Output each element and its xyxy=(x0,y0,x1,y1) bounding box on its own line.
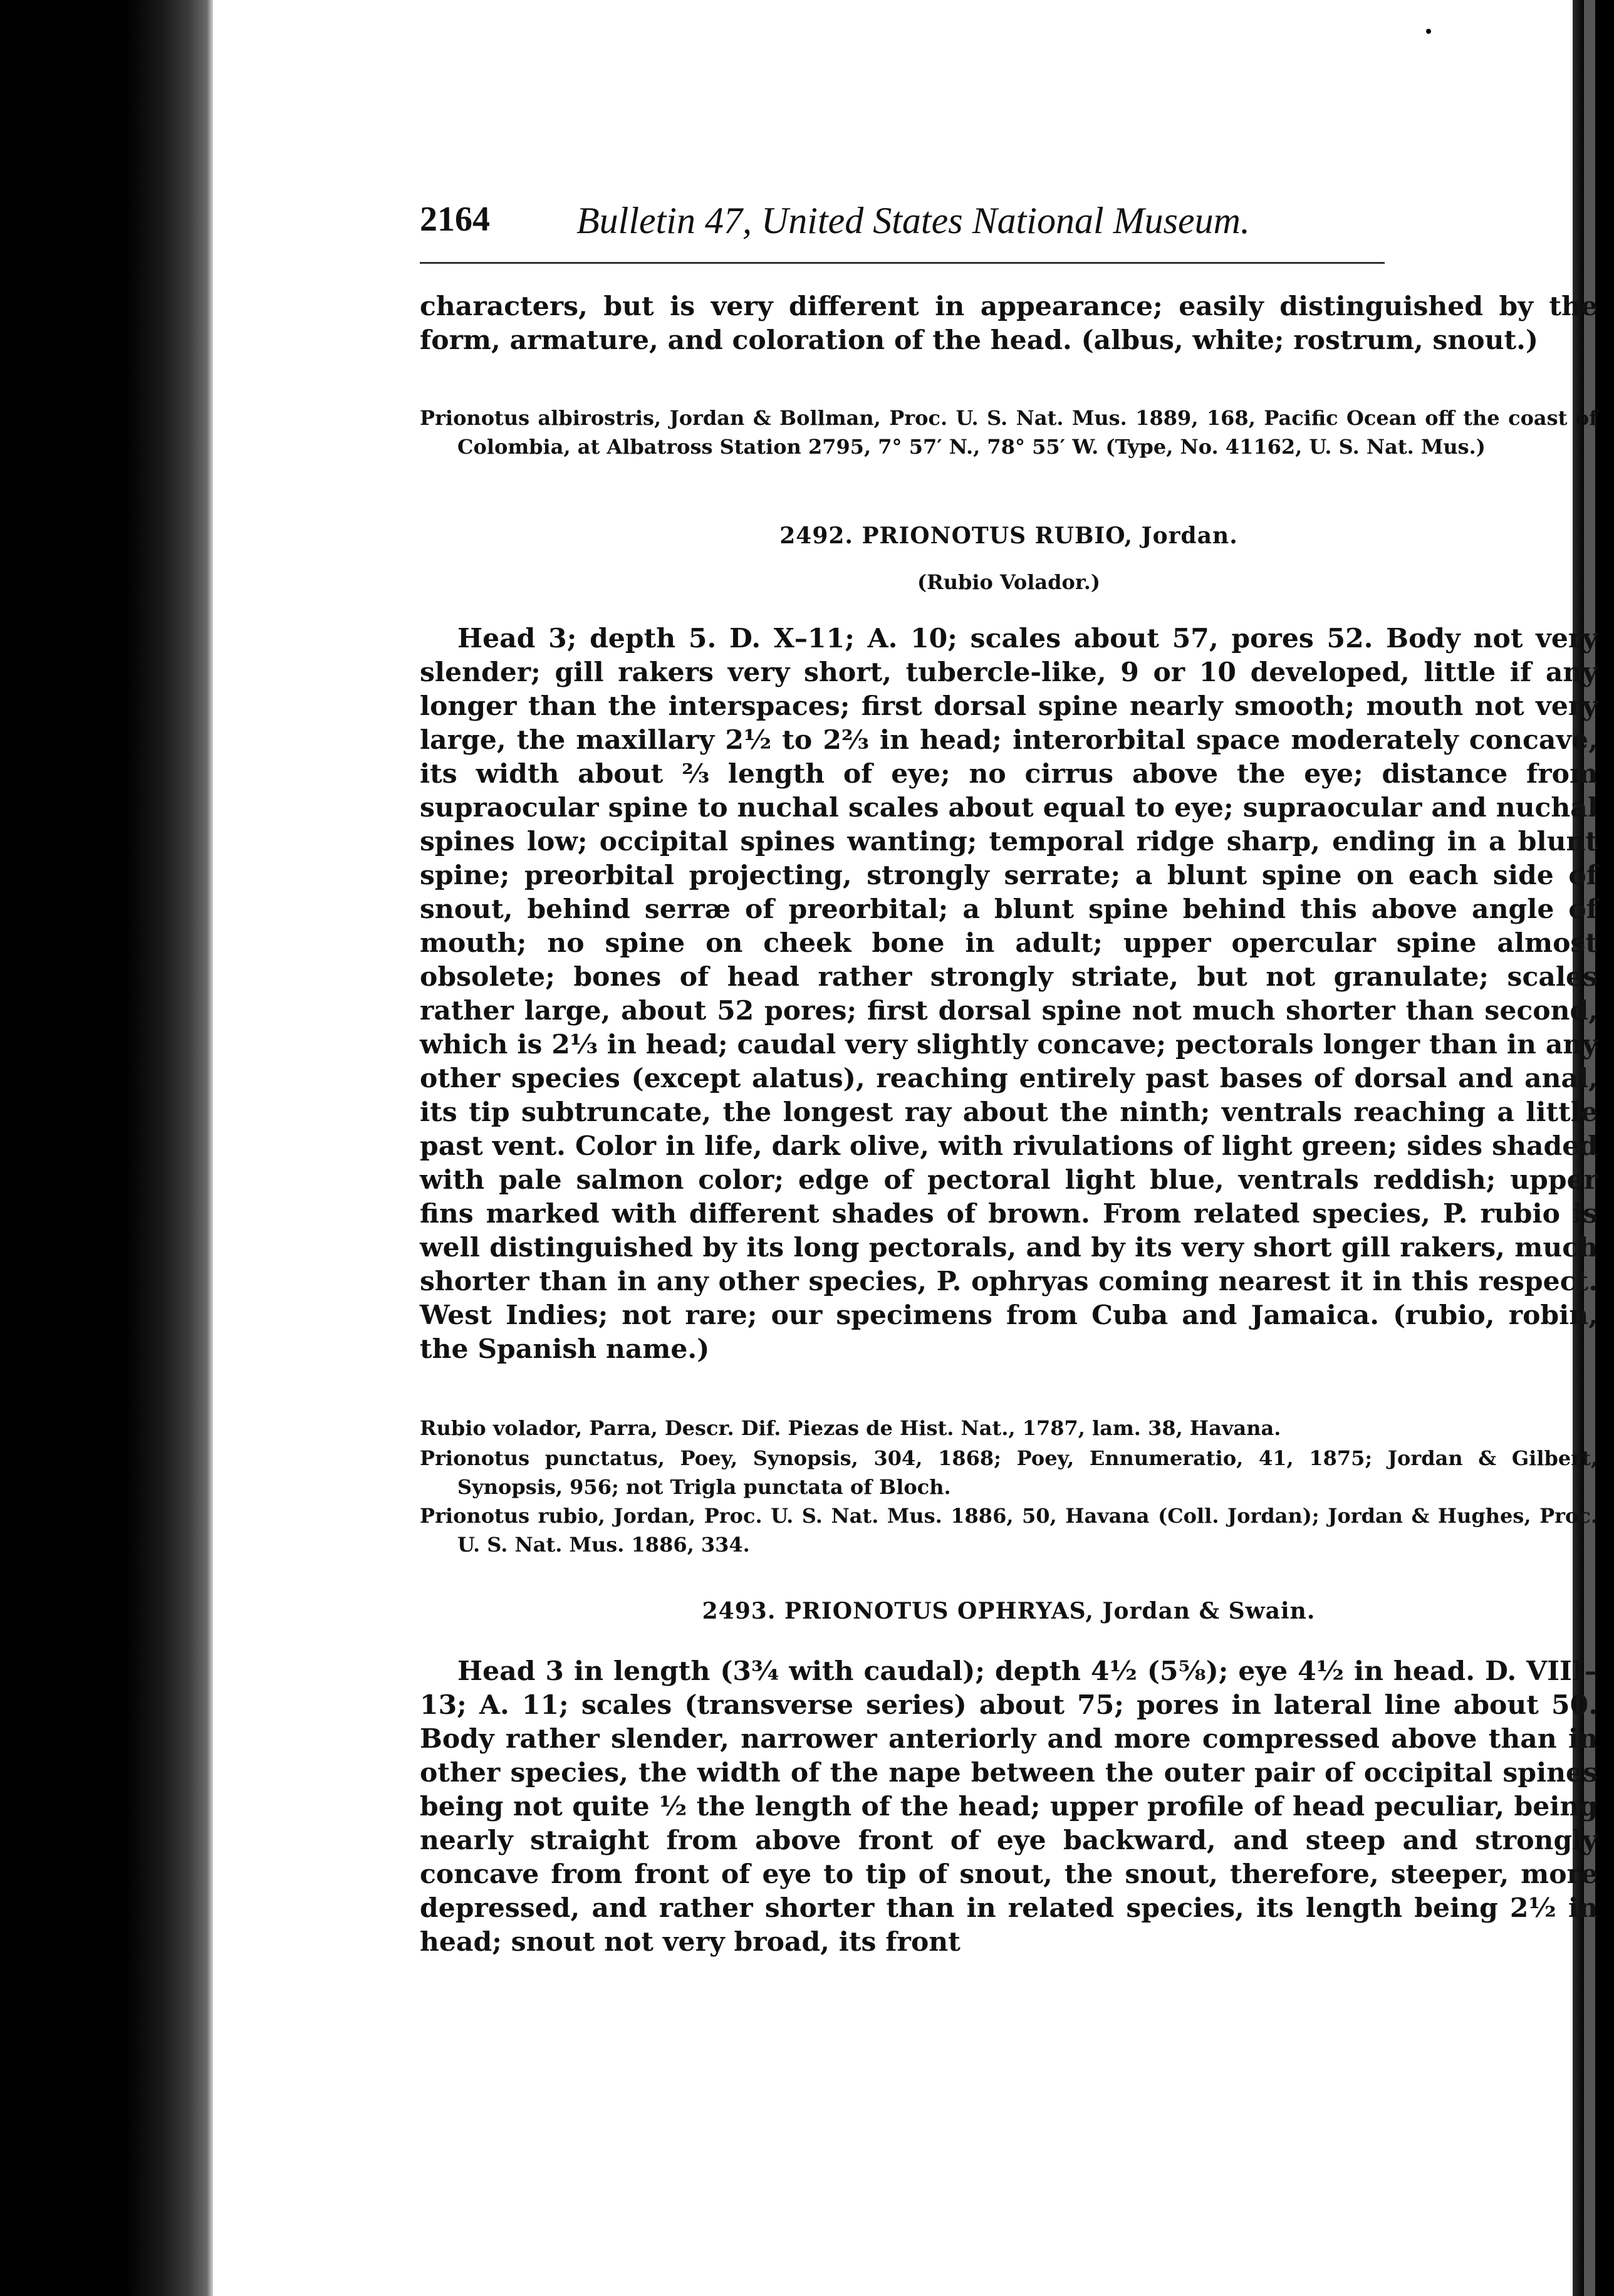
page-header xyxy=(420,199,1598,249)
species-2492-reference-2: Prionotus punctatus, Poey, Synopsis, 304, 1868; Poey, Ennumeratio, 41, 1875; Jordan & Gilbert, Synopsis, 956; not Trigla punctata of Bloch. xyxy=(420,1446,1598,1499)
species-2492-reference-3: Prionotus rubio, Jordan, Proc. U. S. Nat. Mus. 1886, 50, Havana (Coll. Jordan); Jordan & Hughes, Proc. U. S. Nat. Mus. 1886, 334. xyxy=(420,1504,1598,1557)
page-number: 2164 xyxy=(420,200,490,239)
scan-speck xyxy=(1426,29,1431,34)
header-rule xyxy=(420,262,1385,264)
species-2492-description: Head 3; depth 5. D. X–11; A. 10; scales about 57, pores 52. Body not very slender; gill rakers very short, tubercle-like, 9 or 10 developed, little if any longer than the interspaces; first dorsal spine nearly smooth; mouth not very large, the maxillary 2½ to 2⅔ in head; interorbital space moderately concave, its width about ⅔ length of eye; no cirrus above the eye; distance from supraocular spine to nuchal scales about equal to eye; supraocular and nuchal spines low; occipital spines wanting; temporal ridge sharp, ending in a blunt spine; preorbital projecting, strongly serrate; a blunt spine on each side of snout, behind serræ of preorbital; a blunt spine behind this above angle of mouth; no spine on cheek bone in adult; upper opercular spine almost obsolete; bones of head rather strongly striate, but not granulate; scales rather large, about 52 pores; first dorsal spine not much shorter than second, which is 2⅓ in head; caudal very slightly concave; pectorals longer than in any other species (except alatus), reaching entirely past bases of dorsal and anal, its tip subtruncate, the longest ray about the ninth; ventrals reaching a little past vent. Color in life, dark olive, with rivulations of light green; sides shaded with pale salmon color; edge of pectoral light blue, ventrals reddish; upper fins marked with different shades of brown. From related species, P. rubio is well distinguished by its long pectorals, and by its very short gill rakers, much shorter than in any other species, P. ophryas coming nearest it in this respect. West Indies; not rare; our specimens from Cuba and Jamaica. (rubio, robin, the Spanish name.) xyxy=(420,623,1598,1365)
species-2492-common-name: (Rubio Volador.) xyxy=(917,570,1101,594)
running-head: Bulletin 47, United States National Museum. xyxy=(576,200,1250,241)
intro-paragraph: characters, but is very different in appearance; easily distinguished by the form, armature, and coloration of the head. (albus, white; rostrum, snout.) xyxy=(420,291,1598,356)
albirostris-reference-text: Prionotus albirostris, Jordan & Bollman, Proc. U. S. Nat. Mus. 1889, 168, Pacific Ocean off the coast of Colombia, at Albatross Station 2795, 7° 57′ N., 78° 55′ W. (Type, No. 41162, U. S. Nat. Mus.) xyxy=(420,406,1598,459)
species-2493-title: 2493. PRIONOTUS OPHRYAS, Jordan & Swain. xyxy=(702,1598,1316,1624)
scan-left-margin xyxy=(0,0,213,2296)
species-2492-title: 2492. PRIONOTUS RUBIO, Jordan. xyxy=(779,523,1238,549)
albirostris-reference xyxy=(420,404,1598,461)
book-page xyxy=(213,0,1598,2296)
species-2493-description: Head 3 in length (3¾ with caudal); depth 4½ (5⅝); eye 4½ in head. D. VIII–13; A. 11; scales (transverse series) about 75; pores in lateral line about 50. Body rather slender, narrower anteriorly and more compressed above than in other species, the width of the nape between the outer pair of occipital spines being not quite ½ the length of the head; upper profile of head peculiar, being nearly straight from above front of eye backward, and steep and strongly concave from front of eye to tip of snout, the snout, therefore, steeper, more depressed, and rather shorter than in related species, its length being 2½ in head; snout not very broad, its front xyxy=(420,1656,1598,1958)
species-2492-reference-1: Rubio volador, Parra, Descr. Dif. Piezas de Hist. Nat., 1787, lam. 38, Havana. xyxy=(420,1416,1281,1440)
